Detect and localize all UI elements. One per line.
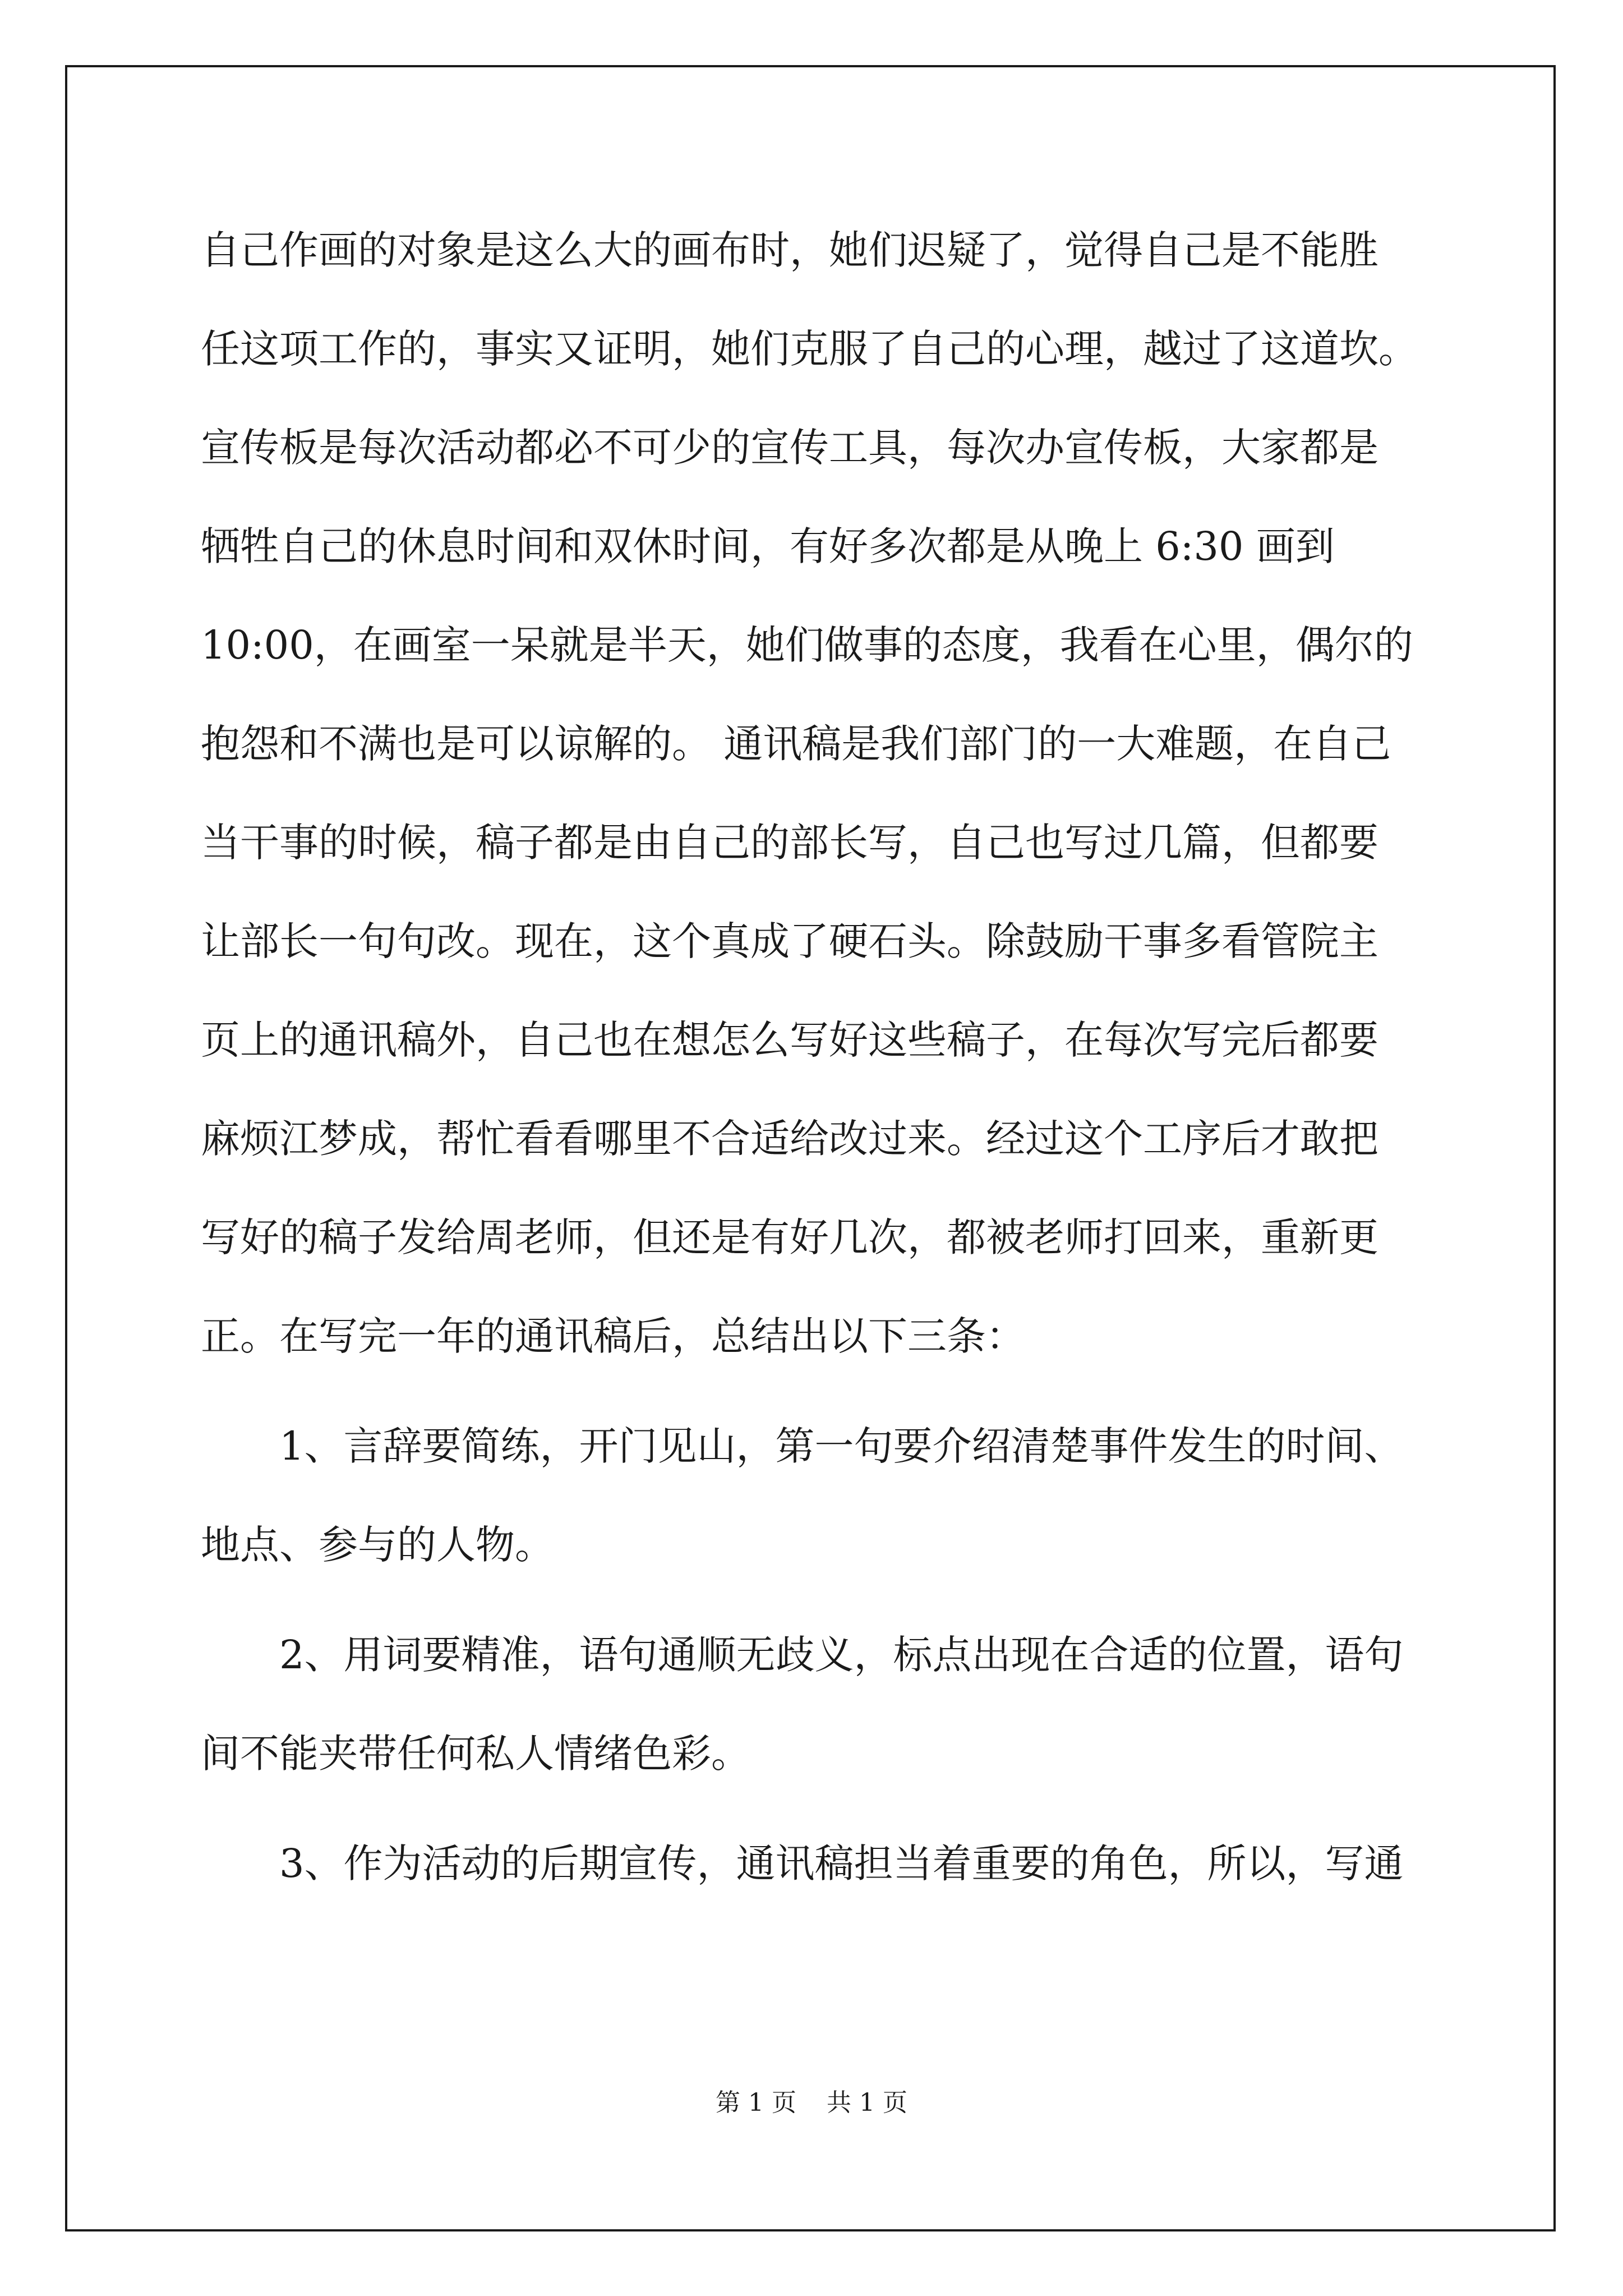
text-line: 任这项工作的，事实又证明，她们克服了自己的心理，越过了这道坎。 (201, 326, 1418, 372)
list-item-line: 1、言辞要简练，开门见山，第一句要介绍清楚事件发生的时间、 (201, 1423, 1404, 1469)
page-footer (0, 2082, 1623, 2118)
text-line: 让部长一句句改。现在，这个真成了硬石头。除鼓励干事多看管院主 (201, 918, 1378, 964)
text-line: 麻烦江梦成，帮忙看看哪里不合适给改过来。经过这个工序后才敢把 (201, 1116, 1378, 1162)
document-body (201, 201, 1437, 1913)
text-line: 宣传板是每次活动都必不可少的宣传工具，每次办宣传板，大家都是 (201, 425, 1378, 471)
text-line: 地点、参与的人物。 (201, 1522, 554, 1568)
text-line: 当干事的时候，稿子都是由自己的部长写，自己也写过几篇，但都要 (201, 820, 1378, 866)
text-line: 自己作画的对象是这么大的画布时，她们迟疑了，觉得自己是不能胜 (201, 227, 1378, 273)
list-item-line: 3、作为活动的后期宣传，通讯稿担当着重要的角色，所以，写通 (201, 1841, 1404, 1887)
text-line: 牺牲自己的休息时间和双休时间，有好多次都是从晚上 6:30 画到 (201, 523, 1335, 569)
text-line: 写好的稿子发给周老师，但还是有好几次，都被老师打回来，重新更 (201, 1214, 1378, 1260)
text-line: 10:00，在画室一呆就是半天，她们做事的态度，我看在心里，偶尔的 (201, 622, 1413, 668)
text-line: 正。在写完一年的通讯稿后，总结出以下三条： (201, 1313, 1025, 1359)
text-line: 间不能夹带任何私人情绪色彩。 (201, 1731, 750, 1777)
page-total: 共 1 页 (827, 2088, 907, 2117)
list-item-line: 2、用词要精准，语句通顺无歧义，标点出现在合适的位置，语句 (201, 1632, 1404, 1678)
text-line: 页上的通讯稿外，自己也在想怎么写好这些稿子，在每次写完后都要 (201, 1017, 1378, 1063)
text-line: 抱怨和不满也是可以谅解的。 通讯稿是我们部门的一大难题，在自己 (201, 721, 1391, 767)
page-number: 第 1 页 (716, 2088, 796, 2117)
